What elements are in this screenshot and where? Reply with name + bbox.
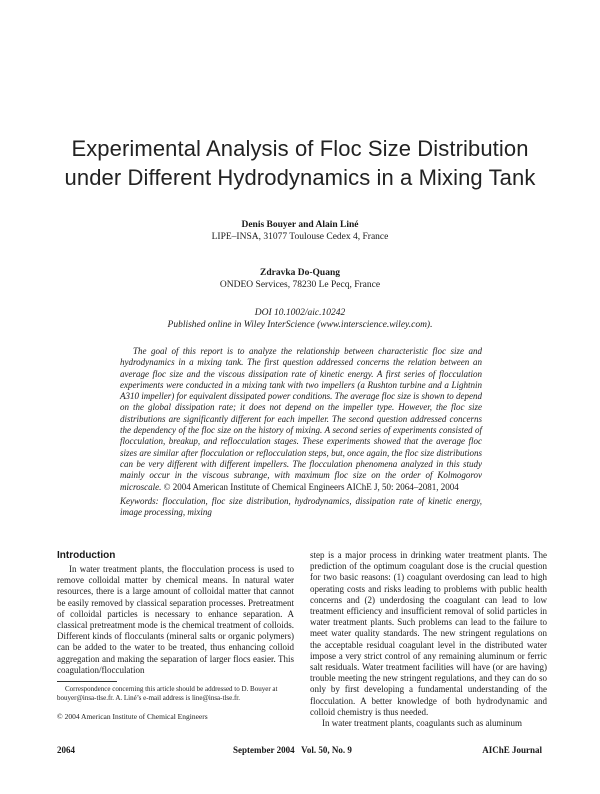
abstract [120, 346, 482, 493]
article-title [30, 134, 570, 192]
page-number: 2064 [57, 745, 75, 755]
body-column-right [310, 550, 547, 729]
author-affiliation: ONDEO Services, 78230 Le Pecq, France [219, 280, 381, 290]
body-column-left [57, 550, 294, 676]
journal-name: AIChE Journal [482, 745, 542, 755]
abstract-text: The goal of this report is to analyze the relationship between characteristic floc size and hydrodynamics in a mixing tank. The first question addressed concerns the relation between an average floc size and the viscous dissipation rate of kinetic energy. A first series of flocculation experiments were conducted in a mixing tank with two impellers (a Rushton turbine and a Lightnin A310 impeller) for equivalent dissipated power conditions. The average floc size is shown to depend on the global dissipation rate; it does not depend on the impeller type. However, the floc size distributions are significantly different for each impeller. The second question addressed concerns the dependency of the floc size on the history of mixing. A second series of experiments consisted of flocculation, breakup, and reflocculation stages. These experiments showed that the average floc sizes are similar after flocculation or reflocculation steps, but, once again, the floc size distributions can be very different with different impellers. The flocculation phenomena analyzed in this study mainly occur in the viscous subrange, with maximum floc size on the order of Kolmogorov microscale. [120, 346, 482, 492]
publication-info [0, 307, 600, 331]
author-names: Zdravka Do-Quang [260, 268, 340, 278]
author-block-1 [0, 219, 600, 243]
correspondence-footnote: Correspondence concerning this article should be addressed to D. Bouyer at bouyer@insa-tlse.fr. A. Liné’s e-mail address is line@insa-tlse.fr. [57, 685, 278, 702]
keywords: Keywords: flocculation, floc size distribution, hydrodynamics, dissipation rate of kinetic energy, image processing, mixing [120, 496, 482, 518]
body-paragraph: step is a major process in drinking water treatment plants. The prediction of the optimum coagulant dose is the crucial question for two basic reasons: (1) coagulant overdosing can lead to high operating costs and risks leading to problems with public health concerns and (2) underdosing the coagulant can lead to low treatment efficiency and insufficient removal of solid particles in water treatment plants. Such problems can lead to the failure to meet water quality standards. The new stringent regulations on the acceptable residual coagulant level in the distributed water impose a very strict control of any remaining aluminum or ferric salt residuals. Water treatment facilities will have (or are having) trouble meeting the new stringent regulations, and they can do so only by first developing a fundamental understanding of the flocculation. A better knowledge of both hydrodynamic and colloid chemistry is thus needed. [310, 550, 547, 717]
body-paragraph: In water treatment plants, coagulants such as aluminum [322, 718, 522, 729]
published-online: Published online in Wiley InterScience (www.interscience.wiley.com). [167, 320, 433, 330]
issue-info: September 2004 Vol. 50, No. 9 [233, 745, 352, 755]
section-heading-introduction: Introduction [57, 550, 116, 561]
author-block-2 [0, 267, 600, 291]
footnote-rule [57, 681, 117, 682]
body-paragraph: In water treatment plants, the flocculation process is used to remove colloidal matter by chemical means. In natural water resources, there is a large amount of colloidal matter that cannot be easily removed by classical separation processes. Pretreatment of colloidal particles is necessary to enhance separation. A classical pretreatment mode is the chemical treatment of colloids. Different kinds of flocculants (mineral salts or organic polymers) can be added to the water to be treated, thus enhancing colloid aggregation and making the separation of larger flocs easier. This coagulation/flocculation [57, 564, 294, 675]
doi[interactable]: DOI 10.1002/aic.10242 [254, 308, 346, 318]
title-line-2: under Different Hydrodynamics in a Mixing Tank [64, 165, 536, 190]
copyright-line: © 2004 American Institute of Chemical Engineers [57, 712, 208, 721]
abstract-copyright: © 2004 American Institute of Chemical Engineers AIChE J, 50: 2064–2081, 2004 [163, 481, 459, 492]
title-line-1: Experimental Analysis of Floc Size Distribution [71, 136, 529, 161]
author-names: Denis Bouyer and Alain Liné [241, 220, 359, 230]
author-affiliation: LIPE–INSA, 31077 Toulouse Cedex 4, France [211, 232, 389, 242]
